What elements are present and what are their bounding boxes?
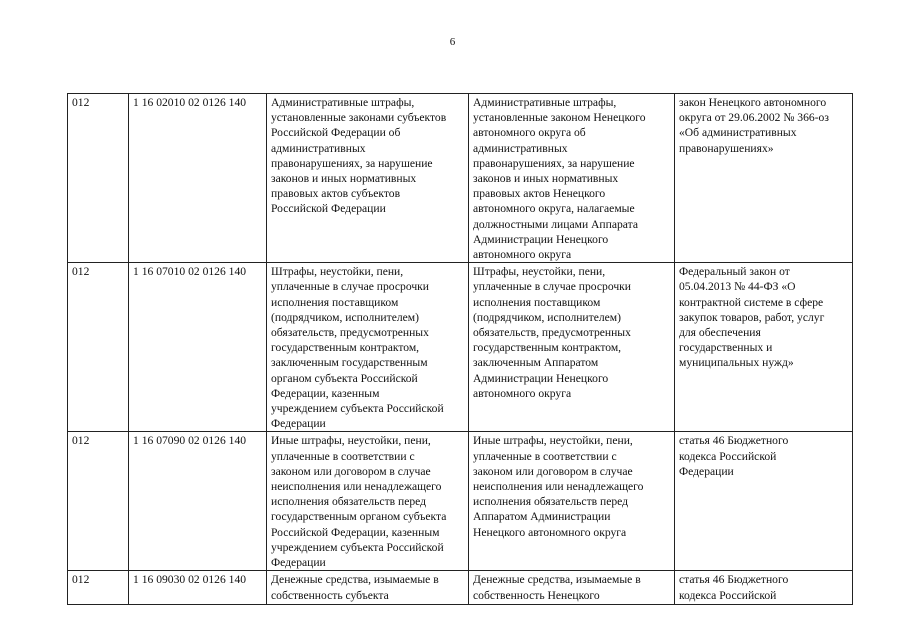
cell-text-line: обязательств, предусмотренных — [473, 326, 631, 340]
cell-text-line: правонарушениях, за нарушение — [473, 156, 635, 170]
cell-text-line: (подрядчиком, исполнителем) — [473, 310, 621, 324]
cell-text-line: административных — [271, 141, 366, 155]
cell-text-line: государственным контрактом, — [271, 341, 420, 355]
cell-text-line: законов и иных нормативных — [271, 172, 417, 186]
cell-text-line: учреждением субъекта Российской — [271, 402, 444, 416]
cell-text-line: кодекса Российской — [679, 449, 777, 463]
budget-classification-code-cell: 1 16 09030 02 0126 140 — [129, 571, 267, 605]
cell-text-line: Аппаратом Администрации — [473, 510, 611, 524]
cell-text-line: автономного округа — [473, 248, 572, 262]
cell-text-line: 05.04.2013 № 44-ФЗ «О — [679, 280, 796, 294]
revenue-name-administrator-cell — [469, 94, 675, 263]
cell-text-line: округа от 29.06.2002 № 366-оз — [679, 111, 829, 125]
cell-text-line: Администрации Ненецкого — [473, 232, 609, 246]
cell-text-line: Административные штрафы, — [271, 96, 415, 109]
revenue-name-cell — [267, 263, 469, 432]
cell-text-line: Ненецкого автономного округа — [473, 525, 627, 539]
cell-text-line: заключенным Аппаратом — [473, 356, 599, 370]
cell-text-line: уплаченные в случае просрочки — [473, 280, 632, 294]
cell-text-line: Российской Федерации — [271, 202, 386, 216]
cell-text-line: Штрафы, неустойки, пени, — [271, 265, 404, 279]
cell-text-line: статья 46 Бюджетного — [679, 434, 789, 448]
cell-text-line: контрактной системе в сфере — [679, 295, 824, 309]
cell-text-line: правовых актов Ненецкого — [473, 187, 606, 201]
cell-text-line: собственность Ненецкого — [473, 588, 600, 602]
cell-text-line: государственным контрактом, — [473, 341, 622, 355]
cell-text-line: (подрядчиком, исполнителем) — [271, 310, 419, 324]
legal-basis-cell — [675, 263, 853, 432]
cell-text-line: правонарушениях» — [679, 141, 774, 155]
cell-text-line: статья 46 Бюджетного — [679, 573, 789, 587]
cell-text-line: неисполнения или ненадлежащего — [271, 480, 442, 494]
cell-text-line: автономного округа, налагаемые — [473, 202, 635, 216]
cell-text-line: Денежные средства, изымаемые в — [271, 573, 439, 587]
cell-text-line: Российской Федерации об — [271, 126, 401, 140]
cell-text-line: автономного округа об — [473, 126, 586, 140]
table-row — [68, 571, 853, 605]
cell-text-line: Федерации — [271, 417, 326, 431]
cell-text-line: заключенным государственным — [271, 356, 428, 370]
cell-text-line: государственным органом субъекта — [271, 510, 447, 524]
cell-text-line: собственность субъекта — [271, 588, 389, 602]
cell-text-line: Федерации — [271, 556, 326, 570]
cell-text-line: неисполнения или ненадлежащего — [473, 480, 644, 494]
budget-classification-code-cell: 1 16 07010 02 0126 140 — [129, 263, 267, 432]
cell-text-line: обязательств, предусмотренных — [271, 326, 429, 340]
legal-basis-cell — [675, 571, 853, 605]
revenue-name-administrator-cell — [469, 263, 675, 432]
cell-text-line: законов и иных нормативных — [473, 172, 619, 186]
cell-text-line: Иные штрафы, неустойки, пени, — [271, 434, 431, 448]
cell-text-line: установленные законами субъектов — [271, 111, 447, 125]
cell-text-line: исполнения обязательств перед — [271, 495, 427, 509]
admin-code-cell: 012 — [68, 94, 129, 263]
cell-text-line: учреждением субъекта Российской — [271, 540, 444, 554]
table-row — [68, 432, 853, 571]
cell-text-line: уплаченные в соответствии с — [473, 449, 617, 463]
legal-basis-cell — [675, 94, 853, 263]
cell-text-line: установленные законом Ненецкого — [473, 111, 646, 125]
cell-text-line: автономного округа — [473, 386, 572, 400]
cell-text-line: Федерации, казенным — [271, 386, 380, 400]
cell-text-line: исполнения поставщиком — [473, 295, 601, 309]
revenue-name-cell — [267, 571, 469, 605]
cell-text-line: Иные штрафы, неустойки, пени, — [473, 434, 633, 448]
admin-code-cell: 012 — [68, 571, 129, 605]
revenue-name-administrator-cell — [469, 571, 675, 605]
cell-text-line: законом или договором в случае — [473, 464, 633, 478]
cell-text-line: правовых актов субъектов — [271, 187, 401, 201]
cell-text-line: Штрафы, неустойки, пени, — [473, 265, 606, 279]
cell-text-line: кодекса Российской — [679, 588, 777, 602]
cell-text-line: Федерации — [679, 464, 734, 478]
cell-text-line: должностными лицами Аппарата — [473, 217, 638, 231]
cell-text-line: Административные штрафы, — [473, 96, 617, 109]
cell-text-line: Денежные средства, изымаемые в — [473, 573, 641, 587]
cell-text-line: правонарушениях, за нарушение — [271, 156, 433, 170]
cell-text-line: исполнения обязательств перед — [473, 495, 629, 509]
cell-text-line: Администрации Ненецкого — [473, 371, 609, 385]
cell-text-line: законом или договором в случае — [271, 464, 431, 478]
cell-text-line: административных — [473, 141, 568, 155]
cell-text-line: закупок товаров, работ, услуг — [679, 310, 825, 324]
cell-text-line: уплаченные в случае просрочки — [271, 280, 430, 294]
table-row — [68, 94, 853, 263]
cell-text-line: Федеральный закон от — [679, 265, 790, 279]
admin-code-cell: 012 — [68, 432, 129, 571]
revenue-name-administrator-cell — [469, 432, 675, 571]
cell-text-line: закон Ненецкого автономного — [679, 96, 827, 109]
revenue-name-cell — [267, 94, 469, 263]
legal-basis-cell — [675, 432, 853, 571]
table-row — [68, 263, 853, 432]
page-number: 6 — [449, 36, 456, 48]
budget-revenue-table — [67, 93, 853, 605]
revenue-name-cell — [267, 432, 469, 571]
cell-text-line: уплаченные в соответствии с — [271, 449, 415, 463]
cell-text-line: органом субъекта Российской — [271, 371, 418, 385]
cell-text-line: «Об административных — [679, 126, 797, 140]
table-body — [68, 94, 853, 605]
cell-text-line: муниципальных нужд» — [679, 356, 794, 370]
cell-text-line: для обеспечения — [679, 326, 761, 340]
budget-classification-code-cell: 1 16 02010 02 0126 140 — [129, 94, 267, 263]
cell-text-line: Российской Федерации, казенным — [271, 525, 440, 539]
admin-code-cell: 012 — [68, 263, 129, 432]
cell-text-line: исполнения поставщиком — [271, 295, 399, 309]
cell-text-line: государственных и — [679, 341, 773, 355]
budget-classification-code-cell: 1 16 07090 02 0126 140 — [129, 432, 267, 571]
